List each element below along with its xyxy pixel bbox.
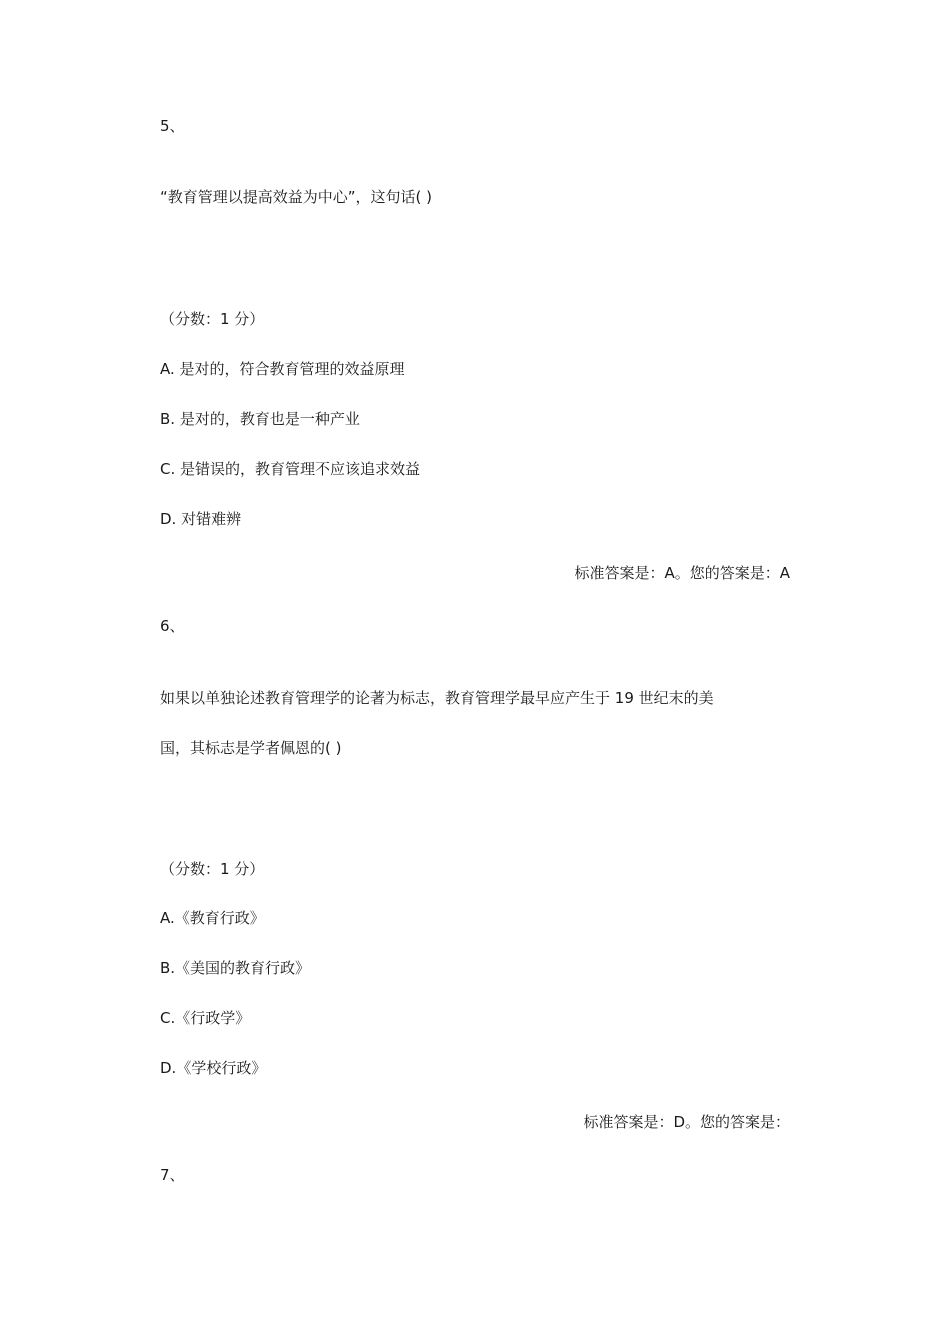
option-b: B. 是对的，教育也是一种产业 [160, 410, 360, 428]
question-number: 5、 [160, 117, 185, 135]
option-b: B.《美国的教育行政》 [160, 959, 311, 977]
question-stem: “教育管理以提高效益为中心”，这句话( ) [160, 188, 433, 206]
question-score: （分数：1 分） [160, 310, 265, 328]
option-d: D. 对错难辨 [160, 510, 242, 528]
question-number: 6、 [160, 617, 185, 635]
question-stem-line-2: 国，其标志是学者佩恩的( ) [160, 739, 342, 757]
question-number: 7、 [160, 1166, 185, 1184]
option-a: A.《教育行政》 [160, 909, 265, 927]
option-c: C. 是错误的，教育管理不应该追求效益 [160, 460, 421, 478]
answer-line: 标准答案是：A。您的答案是：A [574, 564, 790, 582]
answer-line: 标准答案是：D。您的答案是： [583, 1113, 790, 1131]
question-stem-line-1: 如果以单独论述教育管理学的论著为标志，教育管理学最早应产生于 19 世纪末的美 [160, 689, 714, 707]
option-d: D.《学校行政》 [160, 1059, 267, 1077]
option-a: A. 是对的，符合教育管理的效益原理 [160, 360, 405, 378]
option-c: C.《行政学》 [160, 1009, 251, 1027]
question-score: （分数：1 分） [160, 860, 265, 878]
